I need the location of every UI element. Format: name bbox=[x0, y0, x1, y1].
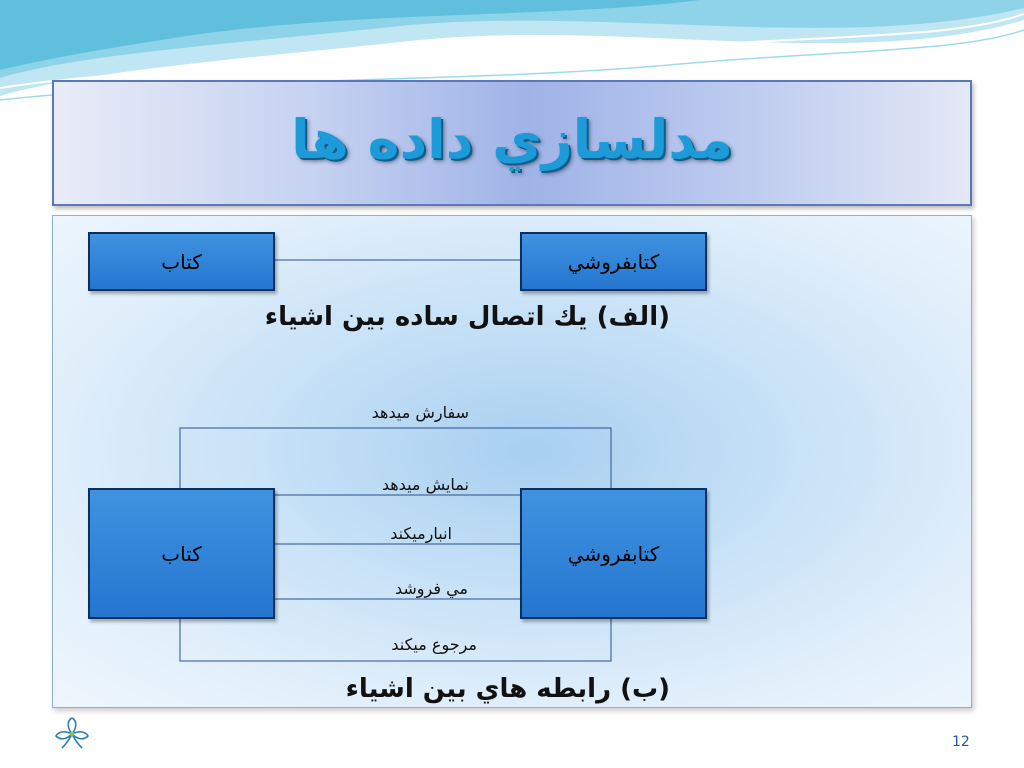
flower-logo-icon bbox=[54, 716, 90, 752]
caption-a: (الف) يك اتصال ساده بين اشياء bbox=[264, 302, 670, 332]
caption-b: (ب) رابطه هاي بين اشياء bbox=[345, 674, 670, 704]
relation-label-sells: مي فروشد bbox=[395, 579, 468, 598]
entity-bookstore-b: كتابفروشي bbox=[520, 488, 707, 619]
relation-label-orders: سفارش ميدهد bbox=[371, 403, 469, 422]
entity-bookstore-a: كتابفروشي bbox=[520, 232, 707, 291]
entity-book-a: كتاب bbox=[88, 232, 275, 291]
relation-label-stocks: انبارميكند bbox=[390, 524, 452, 543]
relation-label-displays: نمايش ميدهد bbox=[381, 475, 469, 494]
relation-label-returns: مرجوع ميكند bbox=[391, 635, 477, 654]
page-number: 12 bbox=[952, 734, 970, 750]
slide-title: مدلسازي داده ها bbox=[291, 108, 733, 171]
entity-book-b: كتاب bbox=[88, 488, 275, 619]
